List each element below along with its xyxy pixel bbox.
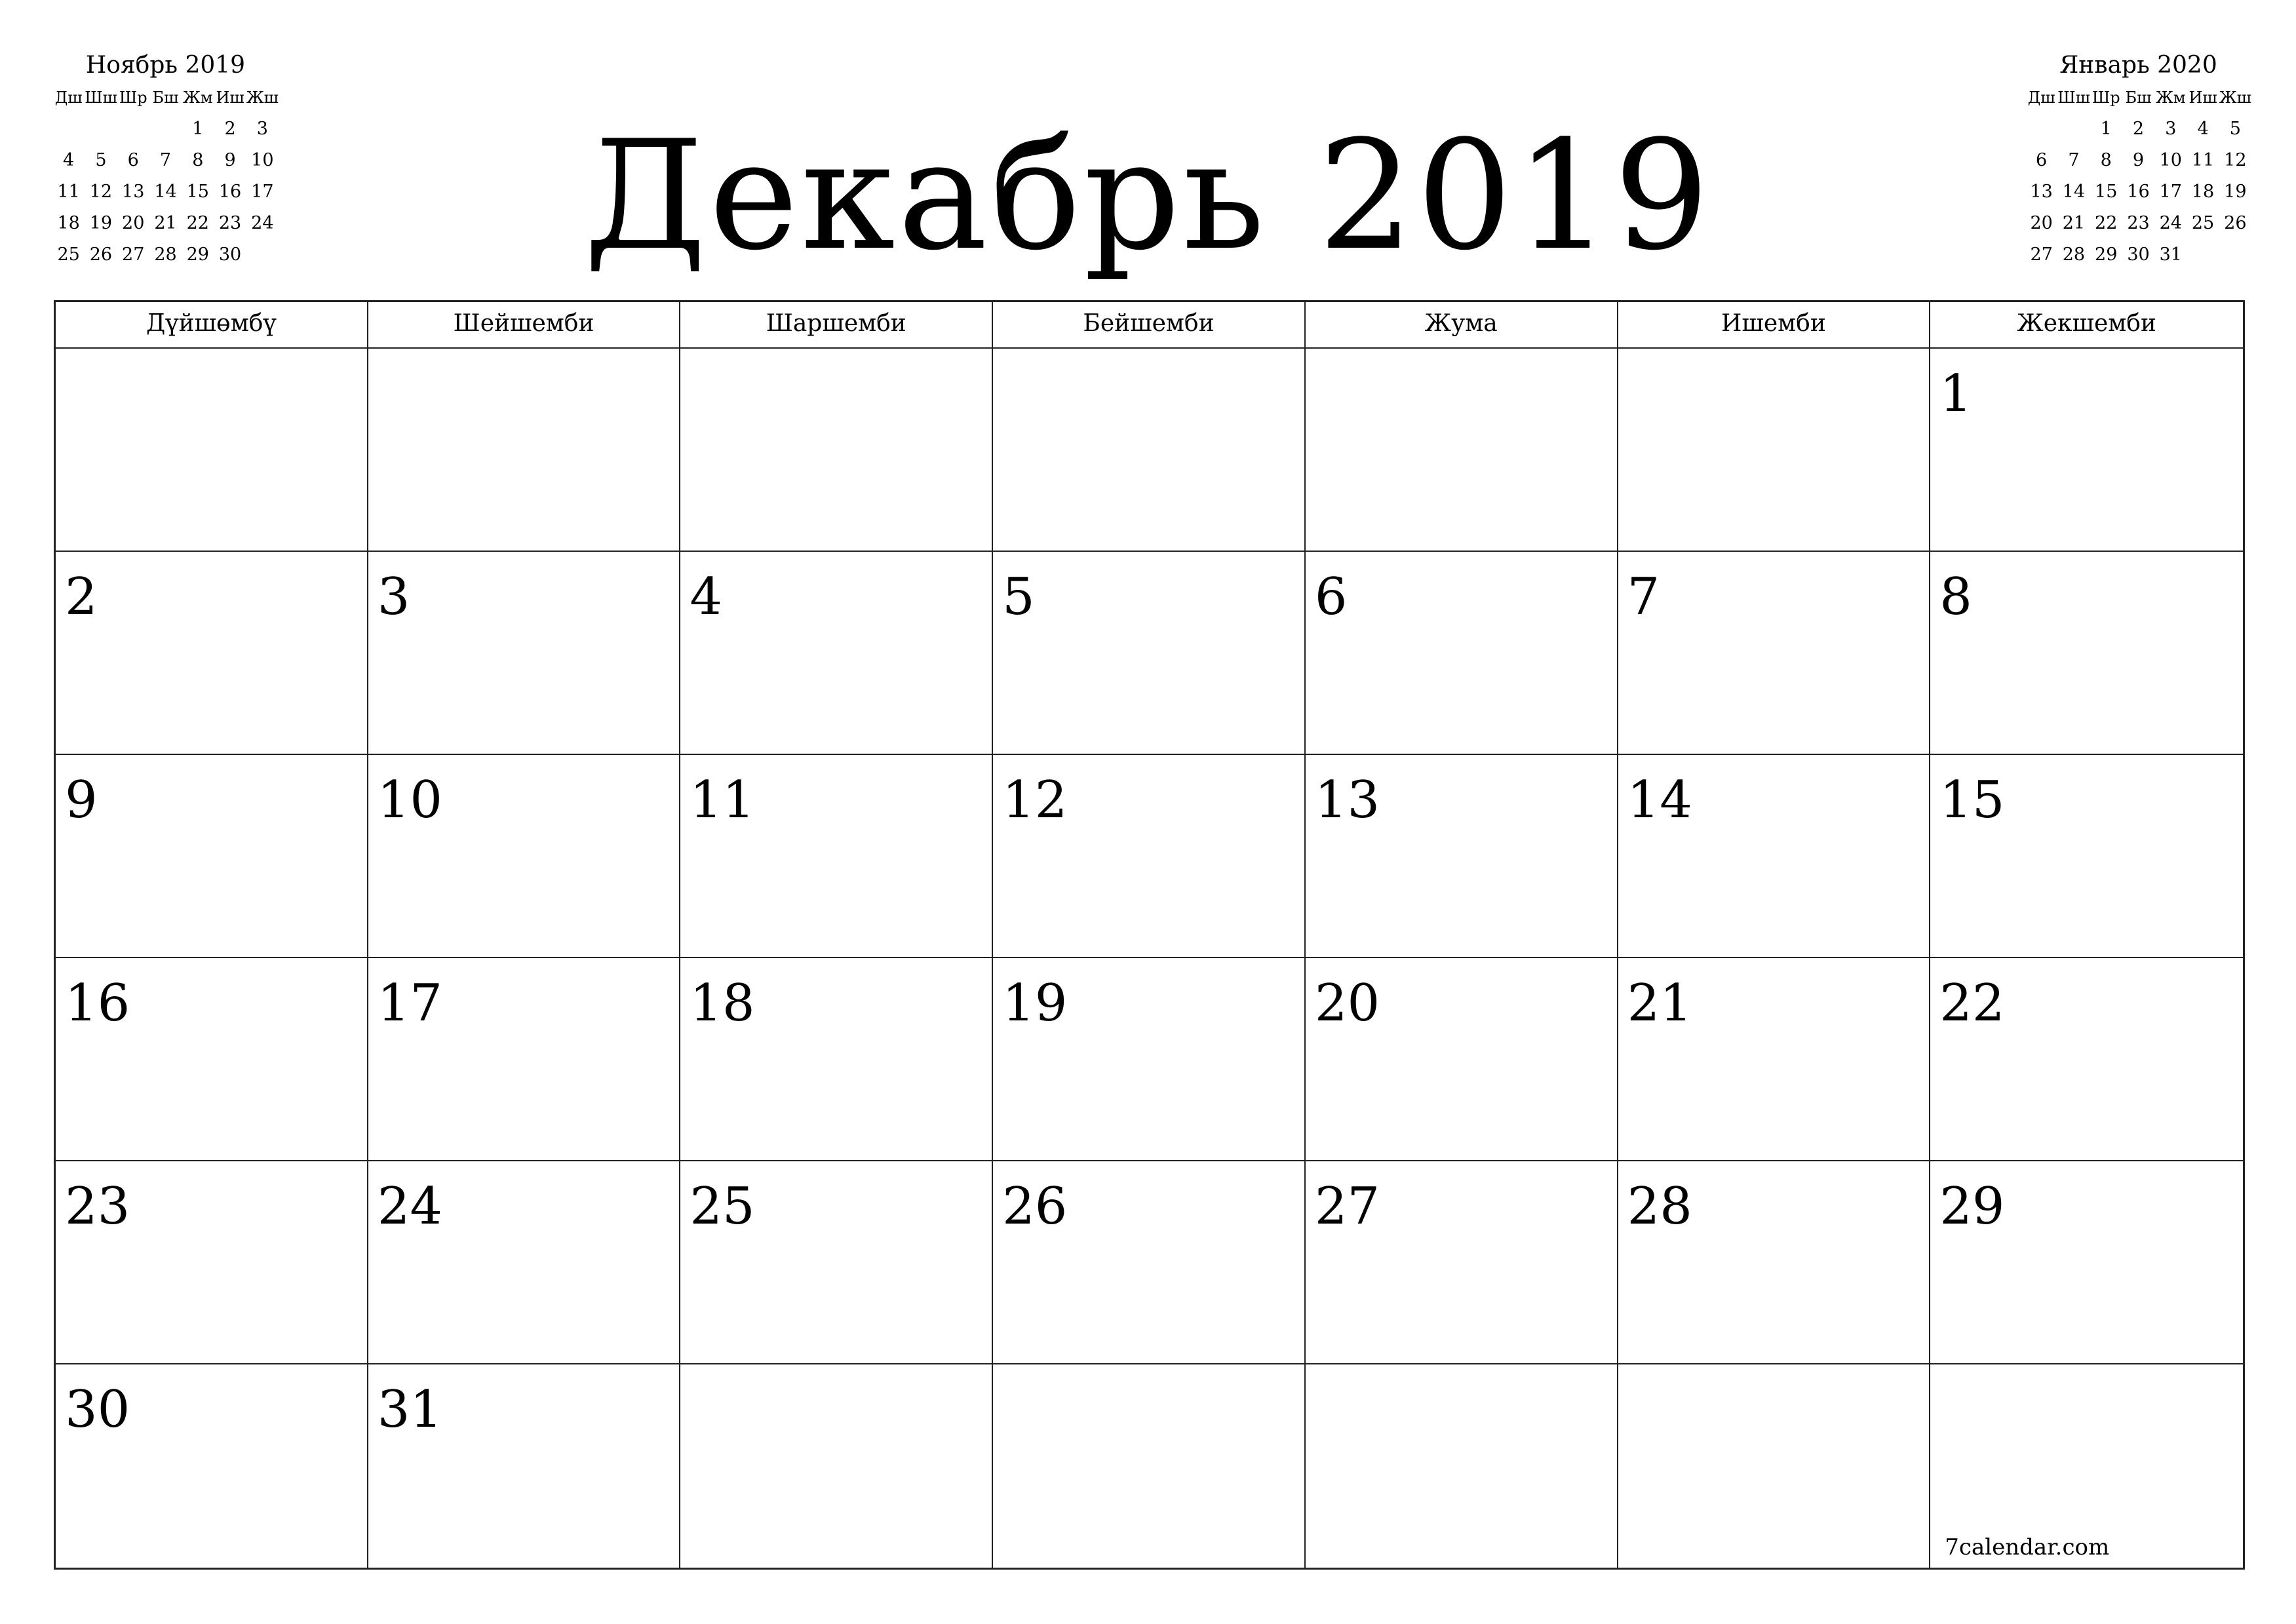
day-cell [56, 1161, 368, 1364]
mini-day: 8 [192, 150, 204, 170]
mini-day: 29 [2095, 244, 2118, 265]
day-number: 19 [1002, 974, 1068, 1033]
day-number: 18 [690, 974, 755, 1033]
mini-day [246, 239, 279, 271]
mini-day: 16 [2127, 182, 2150, 202]
day-cell [1306, 552, 1618, 755]
site-credit: 7calendar.com [1945, 1534, 2110, 1560]
mini-day: 3 [2165, 119, 2177, 139]
day-cell [993, 349, 1306, 552]
day-cell [1930, 552, 2243, 755]
day-number: 27 [1314, 1177, 1380, 1236]
day-cell [56, 755, 368, 958]
weekday-header: Жума [1306, 302, 1618, 349]
mini-day: 8 [2100, 150, 2112, 170]
day-cell [680, 958, 993, 1161]
mini-day: 22 [2095, 213, 2118, 233]
mini-day: 30 [218, 244, 242, 265]
mini-weekday: Шш [85, 88, 117, 107]
mini-day: 26 [89, 244, 113, 265]
mini-weekday: Бш [2125, 88, 2152, 107]
mini-day: 5 [2229, 119, 2241, 139]
mini-day: 20 [2030, 213, 2053, 233]
day-number: 31 [377, 1380, 442, 1439]
day-number: 29 [1939, 1177, 2005, 1236]
day-number: 17 [377, 974, 442, 1033]
day-cell [1306, 1161, 1618, 1364]
day-cell [1618, 958, 1931, 1161]
day-cell [993, 552, 1306, 755]
day-cell [368, 1161, 681, 1364]
mini-day: 2 [2132, 119, 2145, 139]
mini-day: 31 [2159, 244, 2182, 265]
mini-calendar-grid [52, 82, 279, 271]
day-cell [1930, 1364, 2243, 1568]
day-cell [680, 1161, 993, 1364]
mini-day: 21 [2062, 213, 2086, 233]
day-cell [993, 1161, 1306, 1364]
day-number: 8 [1939, 568, 1972, 627]
day-number: 11 [690, 771, 755, 830]
day-cell [368, 552, 681, 755]
mini-day: 1 [192, 119, 204, 139]
day-cell [56, 349, 368, 552]
mini-day: 12 [2224, 150, 2247, 170]
mini-weekday: Бш [152, 88, 179, 107]
mini-day: 30 [2127, 244, 2150, 265]
day-cell [1930, 349, 2243, 552]
mini-day: 7 [159, 150, 172, 170]
day-number: 28 [1627, 1177, 1692, 1236]
mini-day: 20 [122, 213, 145, 233]
month-grid [54, 300, 2245, 1570]
mini-day: 15 [186, 182, 209, 202]
day-number: 13 [1314, 771, 1380, 830]
mini-day [149, 113, 182, 145]
mini-day: 18 [57, 213, 80, 233]
mini-day [2219, 239, 2251, 271]
mini-day: 22 [186, 213, 209, 233]
mini-day [117, 113, 149, 145]
day-cell [680, 755, 993, 958]
day-number: 22 [1939, 974, 2005, 1033]
day-cell [1618, 1364, 1931, 1568]
mini-weekday: Жш [246, 88, 279, 107]
mini-calendar-grid [2025, 82, 2251, 271]
day-cell [1306, 349, 1618, 552]
mini-day: 7 [2068, 150, 2080, 170]
mini-day: 25 [57, 244, 80, 265]
mini-calendar-previous [52, 49, 279, 271]
day-cell [368, 755, 681, 958]
day-cell [56, 552, 368, 755]
day-number: 23 [65, 1177, 130, 1236]
mini-day: 23 [2127, 213, 2150, 233]
day-number: 25 [690, 1177, 755, 1236]
mini-day: 13 [2030, 182, 2053, 202]
mini-day: 19 [2224, 182, 2247, 202]
day-number: 12 [1002, 771, 1068, 830]
day-cell [368, 958, 681, 1161]
mini-day: 2 [224, 119, 236, 139]
weekday-header: Ишемби [1618, 302, 1931, 349]
day-cell [993, 755, 1306, 958]
day-number: 3 [377, 568, 410, 627]
day-cell [368, 349, 681, 552]
day-number: 21 [1627, 974, 1692, 1033]
mini-day: 9 [2132, 150, 2145, 170]
mini-day [85, 113, 117, 145]
day-number: 7 [1627, 568, 1660, 627]
day-number: 1 [1939, 364, 1972, 423]
day-number: 24 [377, 1177, 442, 1236]
weekday-header: Шейшемби [368, 302, 681, 349]
day-cell [1306, 755, 1618, 958]
mini-calendar-next [2025, 49, 2251, 271]
mini-day: 14 [2062, 182, 2086, 202]
weekday-header: Бейшемби [993, 302, 1306, 349]
mini-day: 19 [89, 213, 113, 233]
mini-calendar-title: Январь 2020 [2059, 52, 2217, 79]
mini-day: 17 [2159, 182, 2182, 202]
day-number: 10 [377, 771, 442, 830]
mini-calendar-title: Ноябрь 2019 [85, 52, 246, 79]
mini-day: 10 [251, 150, 274, 170]
mini-day: 3 [256, 119, 268, 139]
mini-day: 1 [2100, 119, 2112, 139]
mini-day: 21 [154, 213, 177, 233]
day-cell [1618, 552, 1931, 755]
mini-day: 16 [218, 182, 242, 202]
mini-weekday: Жм [2155, 88, 2186, 107]
mini-day [2025, 113, 2057, 145]
day-number: 4 [690, 568, 723, 627]
day-number: 16 [65, 974, 130, 1033]
mini-day: 6 [2036, 150, 2048, 170]
page-title: Декабрь 2019 [583, 109, 1713, 284]
mini-weekday: Шр [119, 88, 147, 107]
day-number: 9 [65, 771, 98, 830]
day-cell [1306, 1364, 1618, 1568]
mini-day [2057, 113, 2090, 145]
mini-day: 6 [127, 150, 139, 170]
day-cell [993, 1364, 1306, 1568]
mini-day: 28 [2062, 244, 2086, 265]
mini-day: 12 [89, 182, 113, 202]
day-cell [993, 958, 1306, 1161]
day-cell [368, 1364, 681, 1568]
mini-weekday: Дш [2027, 88, 2055, 107]
day-cell [680, 552, 993, 755]
mini-day: 10 [2159, 150, 2182, 170]
day-cell [1930, 755, 2243, 958]
mini-day [52, 113, 85, 145]
weekday-header: Шаршемби [680, 302, 993, 349]
day-cell [680, 1364, 993, 1568]
day-cell [1618, 349, 1931, 552]
mini-day: 17 [251, 182, 274, 202]
mini-weekday: Жш [2219, 88, 2251, 107]
weekday-header: Дүйшөмбү [56, 302, 368, 349]
mini-day: 27 [122, 244, 145, 265]
mini-day: 18 [2191, 182, 2215, 202]
mini-day: 4 [63, 150, 75, 170]
mini-day: 26 [2224, 213, 2247, 233]
mini-day: 23 [218, 213, 242, 233]
day-number: 6 [1314, 568, 1348, 627]
mini-day: 9 [224, 150, 236, 170]
day-cell [56, 958, 368, 1161]
mini-day: 28 [154, 244, 177, 265]
day-cell [1930, 1161, 2243, 1364]
day-cell [680, 349, 993, 552]
mini-weekday: Иш [216, 88, 244, 107]
day-number: 20 [1314, 974, 1380, 1033]
weekday-header: Жекшемби [1930, 302, 2243, 349]
mini-weekday: Шш [2057, 88, 2090, 107]
mini-day: 24 [251, 213, 274, 233]
mini-day: 11 [57, 182, 80, 202]
day-number: 14 [1627, 771, 1692, 830]
mini-day: 27 [2030, 244, 2053, 265]
mini-weekday: Дш [54, 88, 83, 107]
mini-day: 29 [186, 244, 209, 265]
day-cell [1618, 755, 1931, 958]
mini-day: 25 [2191, 213, 2215, 233]
day-number: 5 [1002, 568, 1035, 627]
mini-day: 24 [2159, 213, 2182, 233]
day-number: 2 [65, 568, 98, 627]
mini-weekday: Шр [2092, 88, 2120, 107]
mini-day: 11 [2191, 150, 2215, 170]
mini-day: 15 [2095, 182, 2118, 202]
mini-weekday: Иш [2189, 88, 2217, 107]
day-number: 26 [1002, 1177, 1068, 1236]
day-cell [1306, 958, 1618, 1161]
mini-day: 5 [95, 150, 107, 170]
mini-day: 13 [122, 182, 145, 202]
day-number: 30 [65, 1380, 130, 1439]
day-number: 15 [1939, 771, 2005, 830]
day-cell [1618, 1161, 1931, 1364]
mini-day: 4 [2197, 119, 2209, 139]
day-cell [56, 1364, 368, 1568]
mini-weekday: Жм [182, 88, 213, 107]
day-cell [1930, 958, 2243, 1161]
mini-day: 14 [154, 182, 177, 202]
mini-day [2187, 239, 2219, 271]
